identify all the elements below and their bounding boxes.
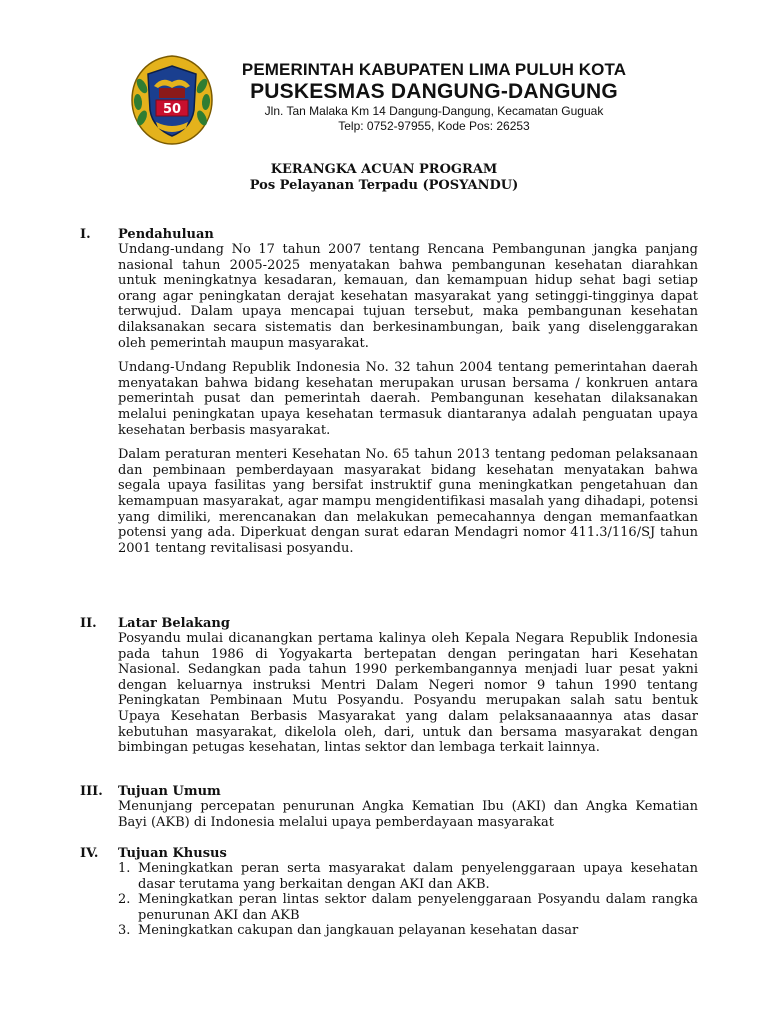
section-number: III. (80, 784, 103, 799)
section-pendahuluan (80, 227, 700, 556)
section-heading: Latar Belakang (118, 616, 230, 631)
list-item-number: 2. (118, 892, 131, 908)
section-tujuan-umum (80, 784, 700, 830)
section-tujuan-khusus (80, 846, 700, 939)
institution-contact: Telp: 0752-97955, Kode Pos: 26253 (338, 119, 530, 133)
section-number: I. (80, 227, 91, 242)
paragraph: Undang-undang No 17 tahun 2007 tentang Rencana Pembangunan jangka panjang nasional tahun 2005-2025 menyatakan bahwa pembangunan kesehatan diarahkan untuk meningkatnya kesadaran, kemauan, dan kemampuan hidup sehat bagi setiap orang agar peningkatan derajat kesehatan masyarakat yang setinggi-tingginya dapat terwujud. Dalam upaya mencapai tujuan tersebut, maka pembangunan kesehatan dilaksanakan secara sistematis dan berkesinambungan, baik yang diselenggarakan oleh pemerintah maupun masyarakat. (118, 242, 698, 351)
section-number: II. (80, 616, 97, 631)
document-title: KERANGKA ACUAN PROGRAM (270, 162, 498, 177)
government-name: PEMERINTAH KABUPATEN LIMA PULUH KOTA (241, 60, 627, 79)
letterhead (222, 60, 646, 134)
institution-address: Jln. Tan Malaka Km 14 Dangung-Dangung, Kecamatan Guguak (264, 104, 604, 118)
list-item (118, 861, 698, 892)
list-item (118, 923, 698, 939)
section-heading: Tujuan Umum (118, 784, 221, 799)
list-item (118, 892, 698, 923)
paragraph: Posyandu mulai dicanangkan pertama kalinya oleh Kepala Negara Republik Indonesia pada tahun 1986 di Yogyakarta bertepatan dengan peringatan hari Kesehatan Nasional. Sedangkan pada tahun 1990 perkembangannya menjadi luar pesat yakni dengan keluarnya instruksi Mentri Dalam Negeri nomor 9 tahun 1990 tentang Peningkatan Pembinaan Mutu Posyandu. Posyandu merupakan salah satu bentuk Upaya Kesehatan Berbasis Masyarakat yang dalam pelaksanaaannya atas dasar kebutuhan masyarakat, dikelola oleh, dari, untuk dan bersama masyarakat dengan bimbingan petugas kesehatan, lintas sektor dan lembaga terkait lainnya. (118, 631, 698, 756)
paragraph: Dalam peraturan menteri Kesehatan No. 65 tahun 2013 tentang pedoman pelaksanaan dan pembinaan pemberdayaan masyarakat bidang kesehatan menyatakan bahwa segala upaya fasilitas yang bersifat instruktif guna meningkatkan pengetahuan dan kemampuan masyarakat, agar mampu mengidentifikasi masalah yang dihadapi, potensi yang dimiliki, merencanakan dan melakukan pemecahannya dengan memanfaatkan potensi yang ada. Diperkuat dengan surat edaran Mendagri nomor 411.3/116/SJ tahun 2001 tentang revitalisasi posyandu. (118, 447, 698, 556)
list-item-number: 1. (118, 861, 131, 876)
section-number: IV. (80, 846, 99, 861)
institution-name: PUSKESMAS DANGUNG-DANGUNG (250, 80, 618, 103)
paragraph: Menunjang percepatan penurunan Angka Kematian Ibu (AKI) dan Angka Kematian Bayi (AKB) di Indonesia melalui upaya pemberdayaan masyarakat (118, 799, 698, 830)
emblem-number: 50 (162, 102, 182, 117)
list-item-number: 3. (118, 923, 131, 939)
section-latar-belakang (80, 616, 700, 756)
list-item-text: Meningkatkan peran lintas sektor dalam penyelenggaraan Posyandu dalam rangka penurunan AKI dan AKB (138, 892, 698, 923)
document-subtitle: Pos Pelayanan Terpadu (POSYANDU) (249, 178, 519, 193)
section-heading: Tujuan Khusus (118, 846, 227, 861)
section-heading: Pendahuluan (118, 227, 214, 242)
document-title-block (0, 162, 768, 194)
list-item-text: Meningkatkan peran serta masyarakat dalam penyelenggaraan upaya kesehatan dasar terutama yang berkaitan dengan AKI dan AKB. (138, 861, 698, 892)
paragraph: Undang-Undang Republik Indonesia No. 32 tahun 2004 tentang pemerintahan daerah menyatakan bahwa bidang kesehatan merupakan urusan bersama / konkruen antara pemerintah pusat dan pemerintah daerah. Pembangunan kesehatan dilaksanakan melalui peningkatan upaya kesehatan termasuk diantaranya adalah penguatan upaya kesehatan berbasis masyarakat. (118, 360, 698, 438)
list-item-text: Meningkatkan cakupan dan jangkauan pelayanan kesehatan dasar (138, 923, 579, 939)
objective-list (118, 861, 698, 939)
regency-emblem-icon (126, 52, 218, 148)
